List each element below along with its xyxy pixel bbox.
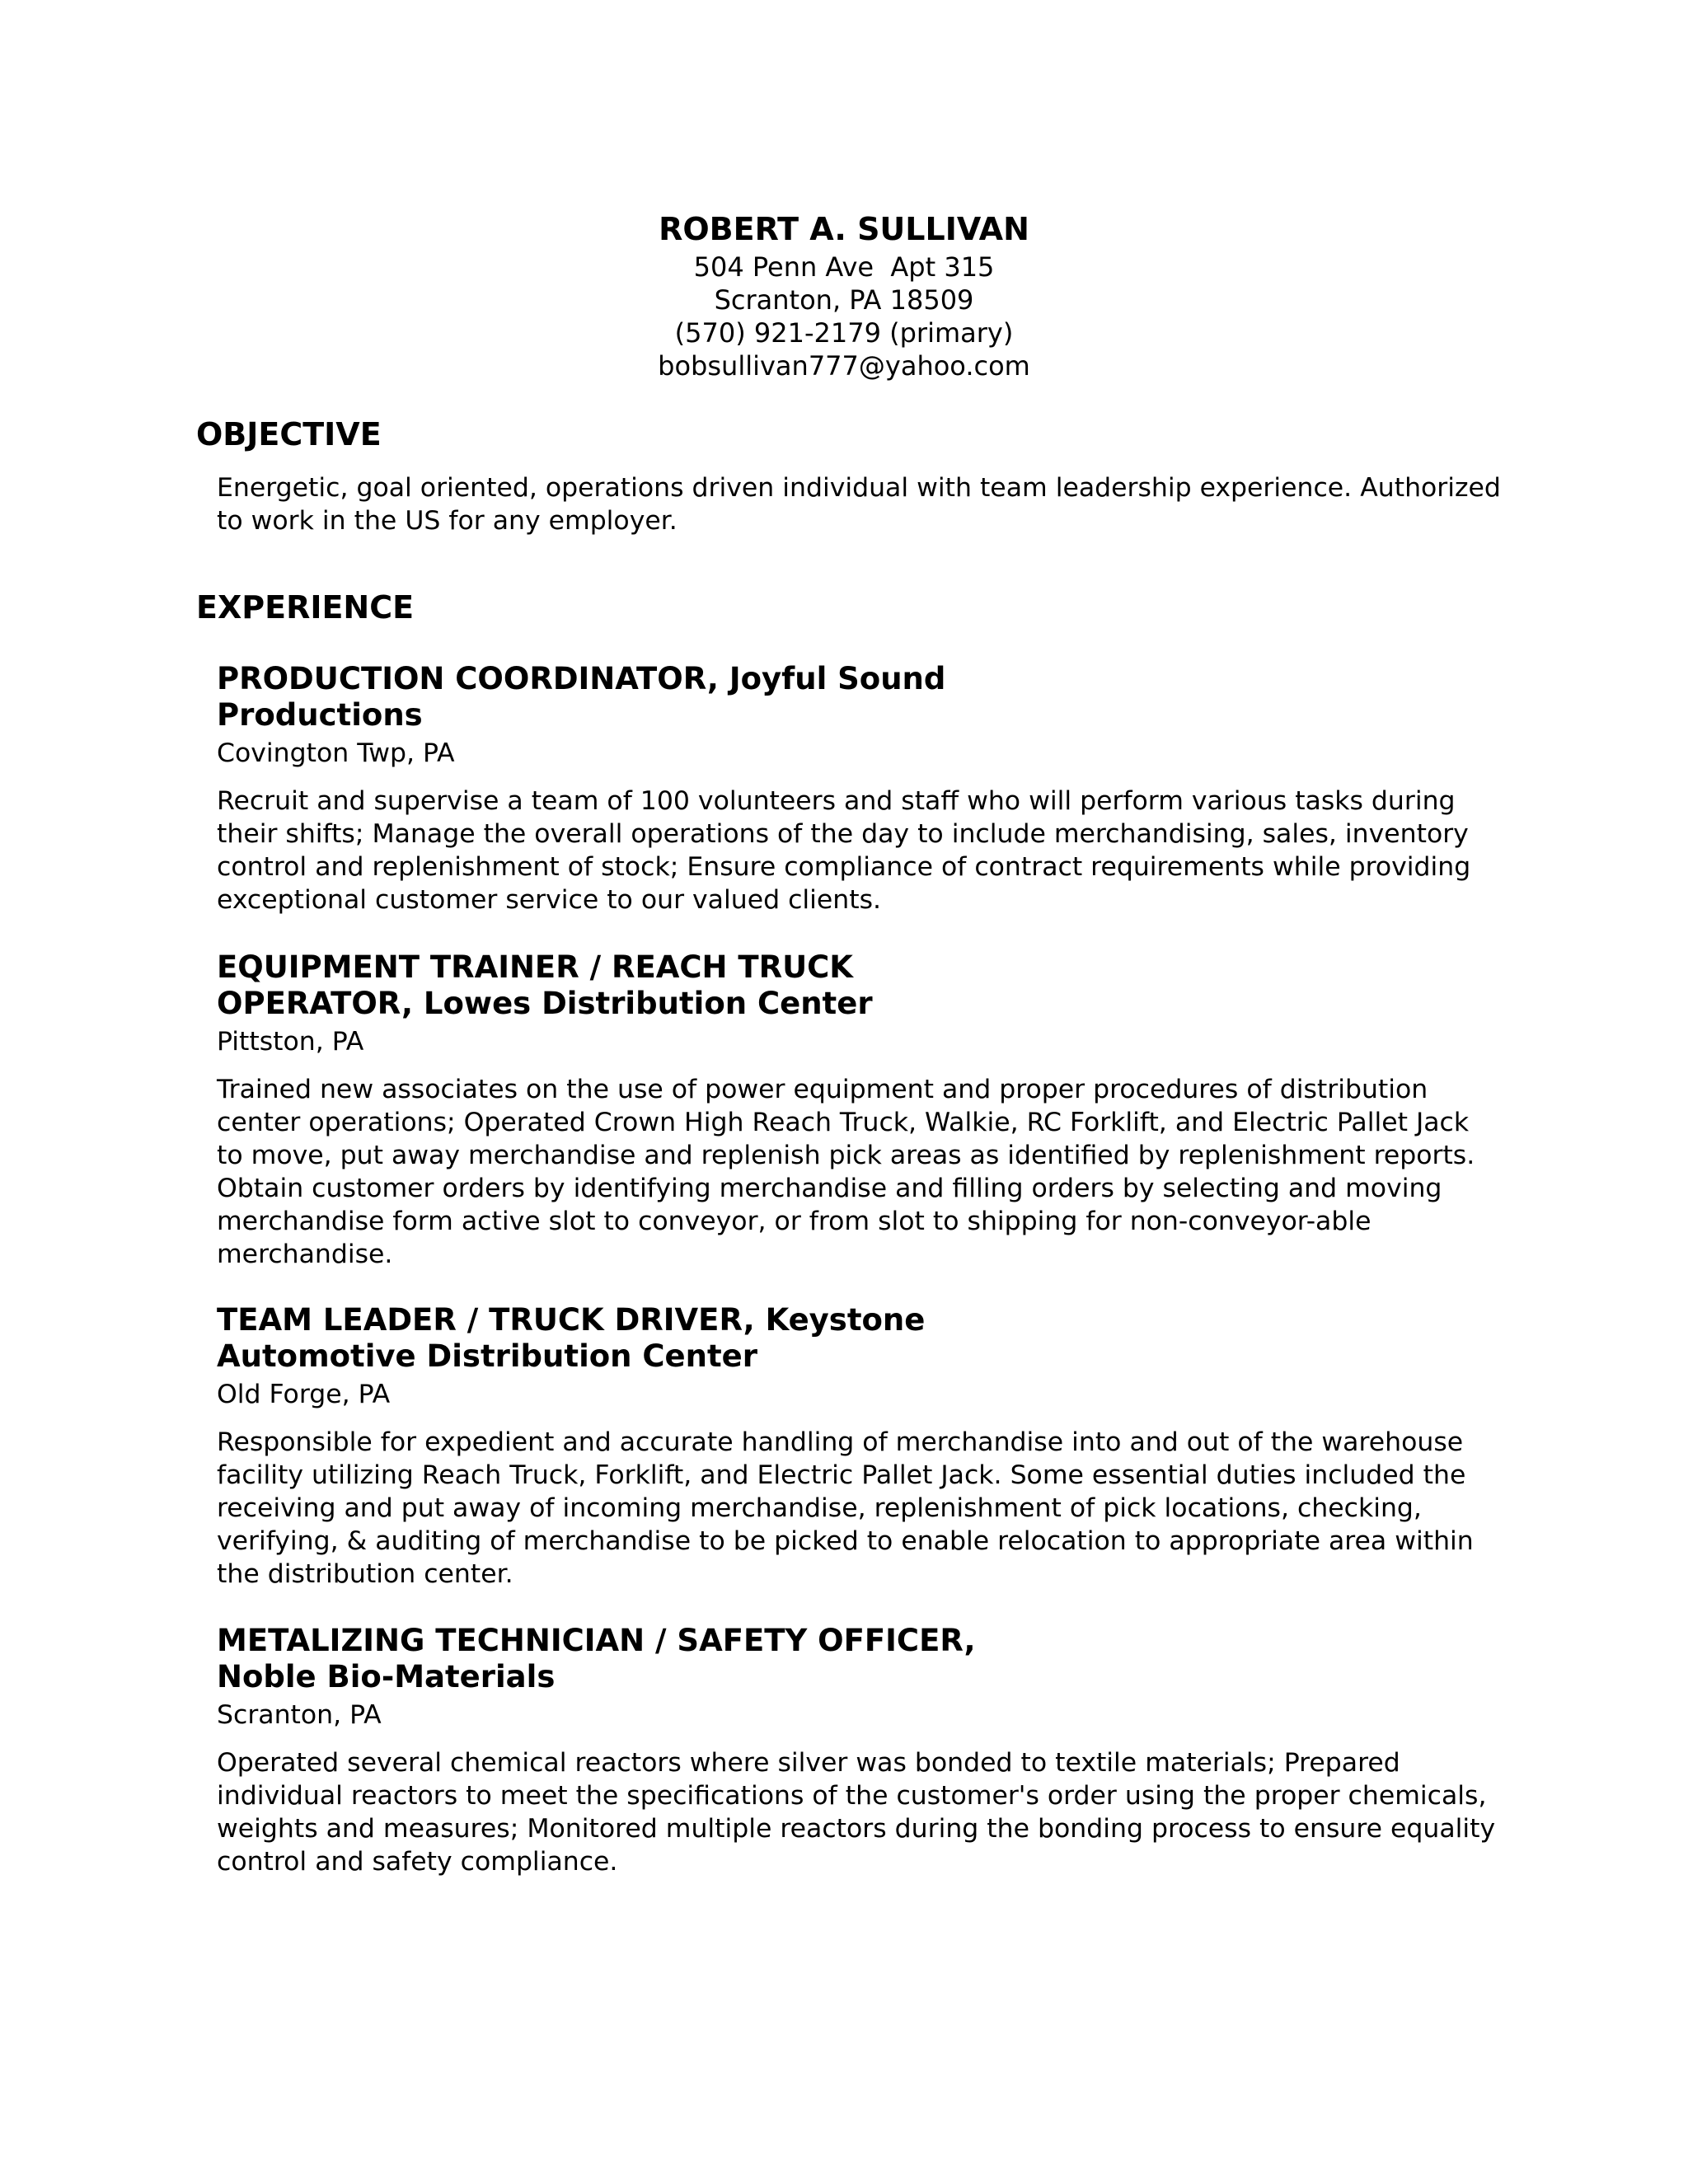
job-location: Pittston, PA: [217, 1027, 364, 1057]
job-location: Scranton, PA: [217, 1700, 382, 1730]
job-description: Responsible for expedient and accurate handling of merchandise into and out of the warehouse facility utilizing Reach Truck, Forklift, and Electric Pallet Jack. Some essential duties included the receiving and put away of incoming merchandise, replenishment of pick locations, checking, verifying, & auditing of merchandise to be picked to enable relocation to appropriate area within the distribution center.: [217, 1427, 1474, 1589]
job-description: Operated several chemical reactors where silver was bonded to textile materials; Prepared individual reactors to meet the specifications of the customer's order using the proper chemicals, weights and measures; Monitored multiple reactors during the bonding process to ensure equality control and safety compliance.: [217, 1748, 1496, 1877]
job-entry: [217, 1623, 1503, 1878]
job-title: EQUIPMENT TRAINER / REACH TRUCK OPERATOR, Lowes Distribution Center: [217, 949, 873, 1021]
job-entry: [217, 1302, 1503, 1591]
job-description: Recruit and supervise a team of 100 volunteers and staff who will perform various tasks during their shifts; Manage the overall operations of the day to include merchandising, sales, inventory control and replenishment of stock; Ensure compliance of contract requirements while providing exceptional customer service to our valued clients.: [217, 786, 1471, 915]
job-title: TEAM LEADER / TRUCK DRIVER, Keystone Automotive Distribution Center: [217, 1302, 926, 1374]
job-title: PRODUCTION COORDINATOR, Joyful Sound Productions: [217, 661, 946, 733]
candidate-name: ROBERT A. SULLIVAN: [659, 211, 1029, 247]
experience-heading: EXPERIENCE: [196, 589, 415, 626]
job-location: Old Forge, PA: [217, 1380, 391, 1409]
address-line-1: 504 Penn Ave Apt 315: [693, 251, 995, 283]
job-entry: [217, 661, 1503, 916]
objective-text: Energetic, goal oriented, operations driven individual with team leadership experience. Authorized to work in the US for any employer.: [217, 473, 1501, 536]
job-location: Covington Twp, PA: [217, 738, 455, 768]
job-title: METALIZING TECHNICIAN / SAFETY OFFICER, Noble Bio-Materials: [217, 1623, 976, 1694]
email-address: bobsullivan777@yahoo.com: [658, 350, 1030, 382]
job-entry: [217, 949, 1503, 1271]
objective-heading: OBJECTIVE: [196, 416, 382, 452]
address-line-2: Scranton, PA 18509: [714, 284, 974, 316]
phone-number: (570) 921-2179 (primary): [674, 317, 1014, 349]
job-description: Trained new associates on the use of power equipment and proper procedures of distribution center operations; Operated Crown High Reach Truck, Walkie, RC Forklift, and Electric Pallet Jack to move, put away merchandise and replenish pick areas as identified by replenishment reports. Obtain customer orders by identifying merchandise and filling orders by selecting and moving merchandise form active slot to conveyor, or from slot to shipping for non-conveyor-able merchandise.: [217, 1075, 1475, 1269]
contact-header: [0, 208, 1688, 382]
